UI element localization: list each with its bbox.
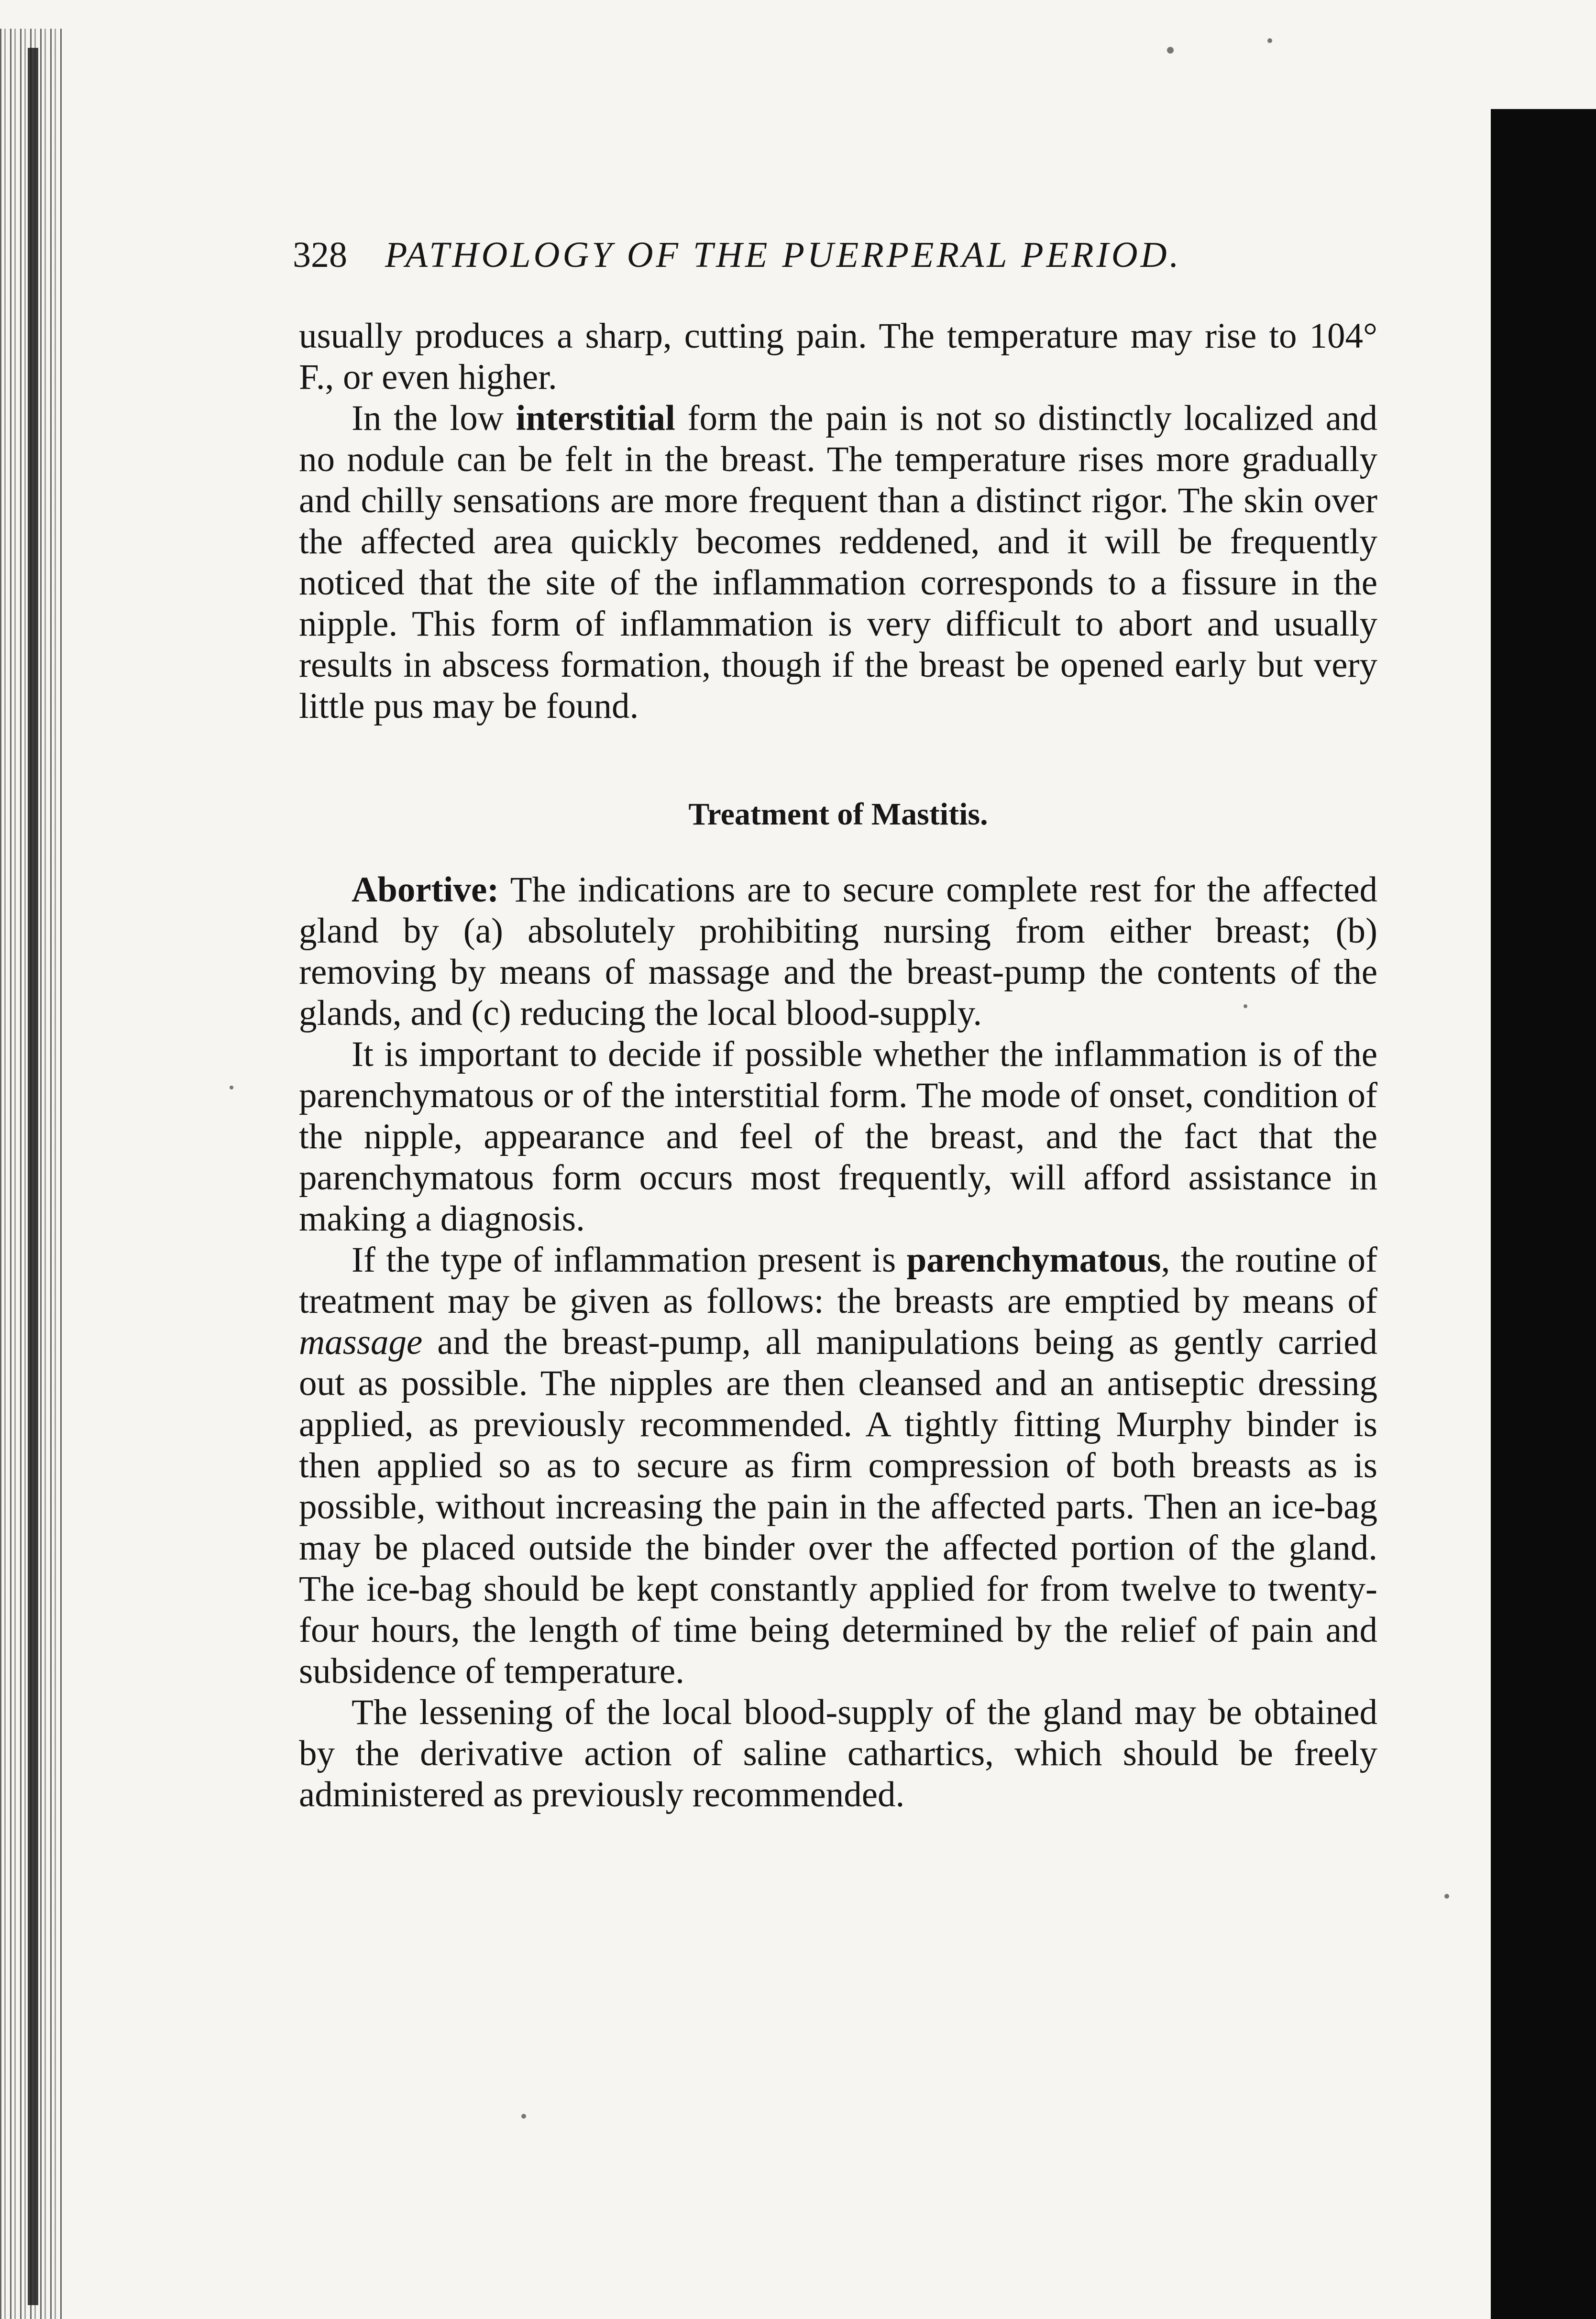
paragraph-lead: In the low [352,398,516,438]
paragraph-blood-supply [299,1692,1377,1815]
paragraph-text: The indications are to secure complete rest for the affected gland by (a) absolutely prohibiting nursing from either breast; (b) removing by means of massage and the breast-pump the contents of the glands, and (c) reducing the local blood-supply. [299,870,1377,1033]
binding-rule-left [28,48,38,2305]
paragraph-text: It is important to decide if possible whether the inflammation is of the parenchymatous or of the interstitial form. The mode of onset, condition of the nipple, appearance and feel of the breast, and the fact that the parenchymatous form occurs most frequently, will afford assistance in making a diagnosis. [299,1034,1377,1239]
paragraph-text: The lessening of the local blood-supply of the gland may be obtained by the derivative action of saline cathartics, which should be freely administered as previously recommended. [299,1693,1377,1814]
scan-speck [521,2114,526,2119]
section-heading: Treatment of Mastitis. [688,797,988,832]
term-interstitial: interstitial [516,398,675,438]
paragraph-lead: If the type of inflammation present is [352,1240,907,1280]
paragraph-text: form the pain is not so distinctly localized and no nodule can be felt in the breast. The temperature rises more gradually and chilly sensations are more frequent than a distinct rigor. The skin over the affected area quickly becomes reddened, and it will be frequently noticed that the site of the inflammation corresponds to a fissure in the nipple. This form of inflammation is very difficult to abort and usually results in abscess formation, though if the breast be opened early but very little pus may be found. [299,398,1377,726]
paragraph-interstitial [299,398,1377,727]
term-parenchymatous: parenchymatous [906,1240,1161,1280]
body-text [299,316,1377,1815]
paragraph-mid: , the routine of treatment may be given as follows: the breasts are emptied by means of [299,1240,1378,1321]
dark-edge-right [1491,109,1596,2319]
paragraph-continued [299,316,1377,398]
paragraph-text: and the breast-pump, all manipulations being as gently carried out as possible. The nipples are then cleansed and an antiseptic dressing applied, as previously recommended. A tightly fitting Murphy binder is then applied so as to secure as firm compression of both breasts as is possible, without increasing the pain in the affected parts. Then an ice-bag may be placed outside the binder over the affected portion of the gland. The ice-bag should be kept constantly applied for from twelve to twenty-four hours, the length of time being determined by the relief of pain and subsidence of temperature. [299,1322,1377,1691]
running-head: PATHOLOGY OF THE PUERPERAL PERIOD. [385,235,1182,275]
term-massage: massage [299,1322,423,1362]
scan-speck [230,1086,233,1089]
scan-speck [1244,1004,1247,1008]
paragraph-text: usually produces a sharp, cutting pain. The temperature may rise to 104° F., or even higher. [299,316,1377,397]
page-header [293,229,1393,281]
paragraph-parenchymatous [299,1240,1377,1692]
paragraph-abortive [299,869,1377,1034]
term-abortive: Abortive: [352,870,499,910]
scan-speck [1267,38,1272,43]
page-number: 328 [293,235,347,275]
scan-speck [1444,1894,1449,1899]
paragraph-diagnosis [299,1034,1377,1240]
scan-speck [1167,47,1174,54]
